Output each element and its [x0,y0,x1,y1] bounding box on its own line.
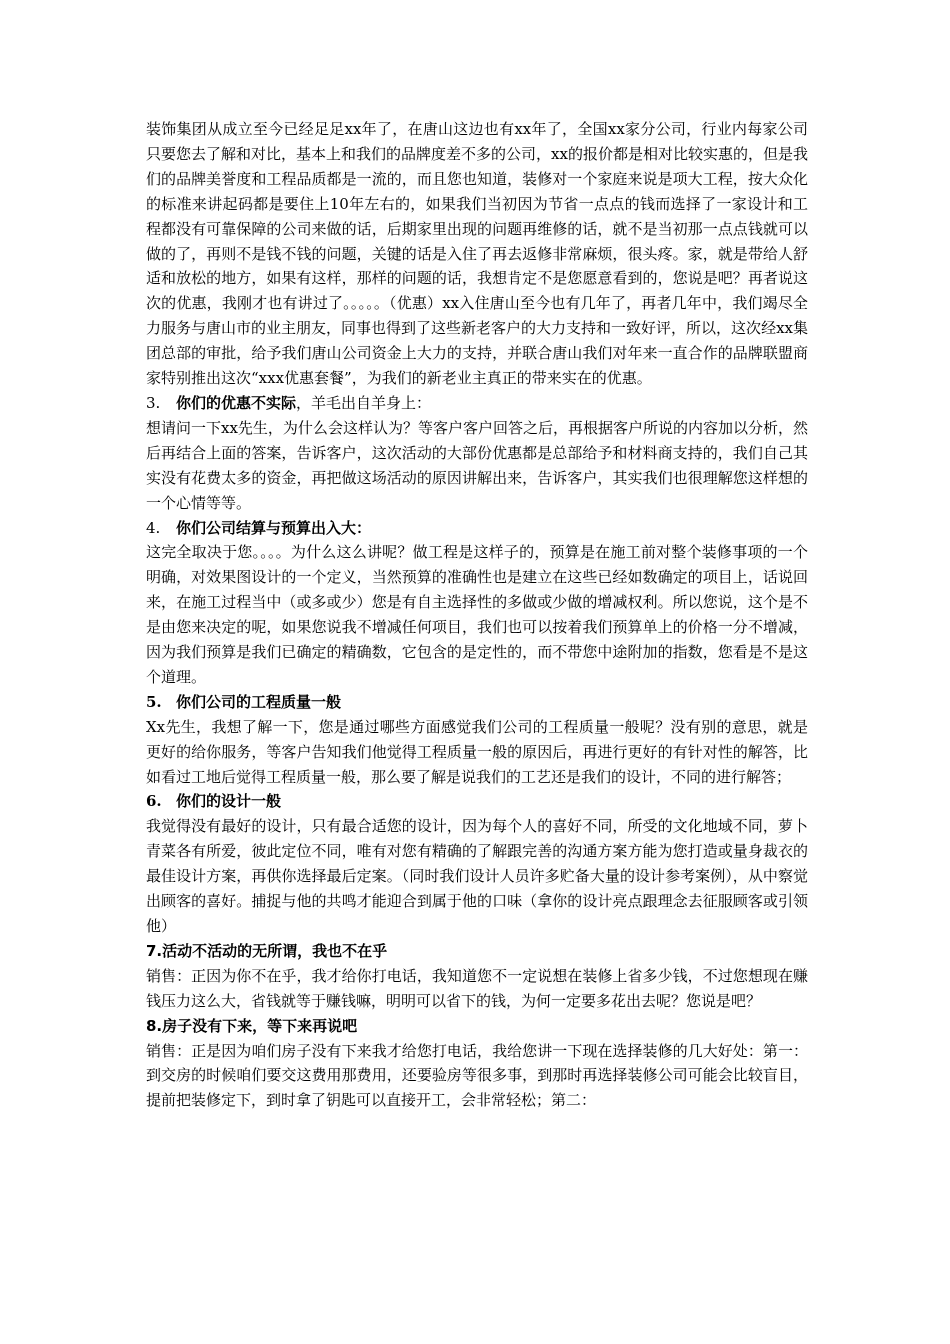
section-heading-8: 8.房子没有下来，等下来再说吧 [146,1016,358,1035]
heading-subtitle: ，羊毛出自羊身上： [296,393,432,412]
paragraph: 销售：正因为你不在乎，我才给你打电话，我知道您不一定说想在装修上省多少钱，不过您想现在赚钱压力这么大，省钱就等于赚钱嘛，明明可以省下的钱，为何一定要多花出去呢？您说是吧？ [146,966,808,1010]
section-heading-6 [146,789,808,814]
heading-title: 你们的设计一般 [176,792,282,811]
paragraph: 这完全取决于您。。。。为什么这么讲呢？做工程是这样子的，预算是在施工前对整个装修事项的一个明确，对效果图设计的一个定义，当然预算的准确性也是建立在这些已经如数确定的项目上，话说回来，在施工过程当中（或多或少）您是有自主选择性的多做或少做的增减权利。所以您说，这个是不是由您来决定的呢，如果您说我不增减任何项目，我们也可以按着我们预算单上的价格一分不增减，因为我们预算是我们已确定的精确数，它包含的是定性的，而不带您中途附加的指数，您看是不是这个道理。 [146,543,808,686]
paragraph: Xx先生，我想了解一下，您是通过哪些方面感觉我们公司的工程质量一般呢？没有别的意思，就是更好的给你服务，等客户告知我们他觉得工程质量一般的原因后，再进行更好的有针对性的解答，比如看过工地后觉得工程质量一般，那么要了解是说我们的工艺还是我们的设计，不同的进行解答； [146,717,808,786]
heading-title: 你们的优惠不实际 [176,393,297,412]
section-heading-3 [146,391,808,416]
paragraph: 我觉得没有最好的设计，只有最合适您的设计，因为每个人的喜好不同，所受的文化地域不同，萝卜青菜各有所爱，彼此定位不同，唯有对您有精确的了解跟完善的沟通方案方能为您打造或量身裁衣的最佳设计方案，再供你选择最后定案。（同时我们设计人员许多贮备大量的设计参考案例），从中察觉出顾客的喜好。捕捉与他的共鸣才能迎合到属于他的口味（拿你的设计亮点跟理念去征服顾客或引领他） [146,817,808,935]
heading-number: 4. [146,518,161,537]
paragraph: 想请问一下xx先生，为什么会这样认为？等客户客户回答之后，再根据客户所说的内容加以分析，然后再结合上面的答案，告诉客户，这次活动的大部份优惠都是总部给予和材料商支持的，我们自己其实没有花费太多的资金，再把做这场活动的原因讲解出来，告诉客户，其实我们也很理解您这样想的一个心情等等。 [146,418,808,512]
paragraph: 销售：正是因为咱们房子没有下来我才给您打电话，我给您讲一下现在选择装修的几大好处：第一：到交房的时候咱们要交这费用那费用，还要验房等很多事，到那时再选择装修公司可能会比较盲目，提前把装修定下，到时拿了钥匙可以直接开工，会非常轻松；第二： [146,1041,808,1110]
section-heading-7: 7.活动不活动的无所谓，我也不在乎 [146,941,388,960]
section-heading-5 [146,690,808,715]
heading-number: 5. [146,692,162,711]
heading-title: 你们公司结算与预算出入大： [176,518,372,537]
heading-number: 6. [146,792,162,811]
section-heading-4 [146,516,808,541]
paragraph: 装饰集团从成立至今已经足足xx年了，在唐山这边也有xx年了，全国xx家分公司，行业内每家公司只要您去了解和对比，基本上和我们的品牌度差不多的公司，xx的报价都是相对比较实惠的，但是我们的品牌美誉度和工程品质都是一流的，而且您也知道，装修对一个家庭来说是项大工程，按大众化的标准来讲起码都是要住上10年左右的，如果我们当初因为节省一点点的钱而选择了一家设计和工程都没有可靠保障的公司来做的话，后期家里出现的问题再维修的话，就不是当初那一点点钱就可以做的了，再则不是钱不钱的问题，关键的话是入住了再去返修非常麻烦，很头疼。家，就是带给人舒适和放松的地方，如果有这样，那样的问题的话，我想肯定不是您愿意看到的，您说是吧？再者说这次的优惠，我刚才也有讲过了。。。。。（优惠）xx入住唐山至今也有几年了，再者几年中，我们竭尽全力服务与唐山市的业主朋友，同事也得到了这些新老客户的大力支持和一致好评，所以，这次经xx集团总部的审批，给予我们唐山公司资金上大力的支持，并联合唐山我们对年来一直合作的品牌联盟商家特别推出这次“xxx优惠套餐”，为我们的新老业主真正的带来实在的优惠。 [146,120,808,388]
heading-number: 3. [146,393,161,412]
document-body [146,117,808,1113]
heading-title: 你们公司的工程质量一般 [176,692,342,711]
